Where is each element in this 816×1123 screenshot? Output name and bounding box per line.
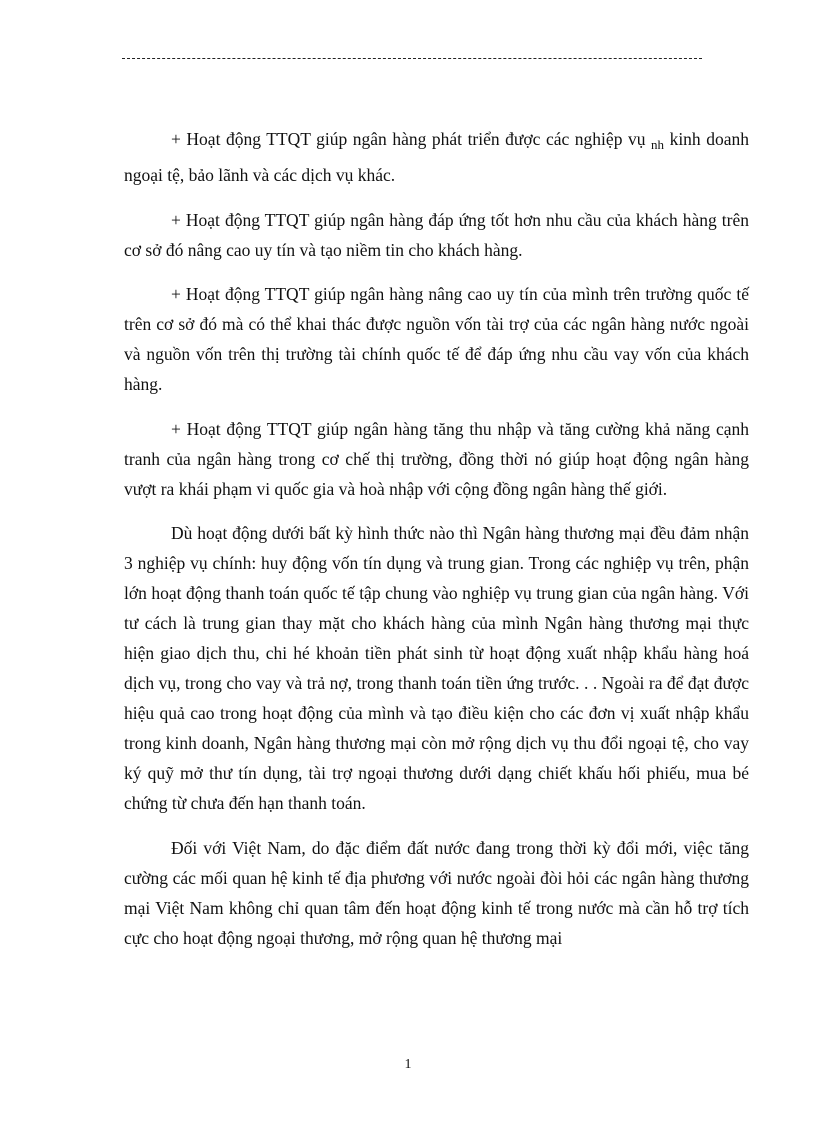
paragraph-5: Dù hoạt động dưới bất kỳ hình thức nào thì Ngân hàng thương mại đều đảm nhận 3 nghiệp vụ chính: huy động vốn tín dụng và trung gian. Trong các nghiệp vụ trên, phận lớn hoạt động thanh toán quốc tế tập chung vào nghiệp vụ trung gian của ngân hàng. Với tư cách là trung gian thay mặt cho khách hàng của mình Ngân hàng thương mại thực hiện giao dịch thu, chi hé khoản tiền phát sinh từ hoạt động xuất nhập khẩu hàng hoá dịch vụ, trong cho vay và trả nợ, trong thanh toán tiền ứng trước. . . Ngoài ra để đạt được hiệu quả cao trong hoạt động của mình và tạo điều kiện cho các đơn vị xuất nhập khẩu trong kinh doanh, Ngân hàng thương mại còn mở rộng dịch vụ thu đổi ngoại tệ, cho vay ký quỹ mở thư tín dụng, tài trợ ngoại thương dưới dạng chiết khấu hối phiếu, mua bé chứng từ chưa đến hạn thanh toán. <box>124 523 749 813</box>
paragraph-1-text-before: + Hoạt động TTQT giúp ngân hàng phát triển được các nghiệp vụ <box>171 129 652 149</box>
paragraph-1-subscript: nh <box>651 137 665 152</box>
header-separator <box>122 58 702 59</box>
document-body <box>124 124 749 967</box>
paragraph-1-text-after: kinh doanh ngoại tệ, bảo lãnh và các dịch vụ khác. <box>124 129 749 185</box>
paragraph-3: + Hoạt động TTQT giúp ngân hàng nâng cao uy tín của mình trên trường quốc tế trên cơ sở đó mà có thể khai thác được nguồn vốn tài trợ của các ngân hàng nước ngoài và nguồn vốn trên thị trường tài chính quốc tế để đáp ứng nhu cầu vay vốn của khách hàng. <box>124 284 749 394</box>
paragraph-1 <box>124 124 749 190</box>
paragraph-4: + Hoạt động TTQT giúp ngân hàng tăng thu nhập và tăng cường khả năng cạnh tranh của ngân hàng trong cơ chế thị trường, đồng thời nó giúp hoạt động ngân hàng vượt ra khái phạm vi quốc gia và hoà nhập với cộng đồng ngân hàng thế giới. <box>124 418 749 499</box>
page-number: 1 <box>404 1057 412 1072</box>
paragraph-6: Đối với Việt Nam, do đặc điểm đất nước đang trong thời kỳ đổi mới, việc tăng cường các mối quan hệ kinh tế địa phương với nước ngoài đòi hỏi các ngân hàng thương mại Việt Nam không chỉ quan tâm đến hoạt động kinh tế trong nước mà cần hỗ trợ tích cực cho hoạt động ngoại thương, mở rộng quan hệ thương mại <box>124 837 749 948</box>
paragraph-2: + Hoạt động TTQT giúp ngân hàng đáp ứng tốt hơn nhu cầu của khách hàng trên cơ sở đó nâng cao uy tín và tạo niềm tin cho khách hàng. <box>124 209 749 260</box>
